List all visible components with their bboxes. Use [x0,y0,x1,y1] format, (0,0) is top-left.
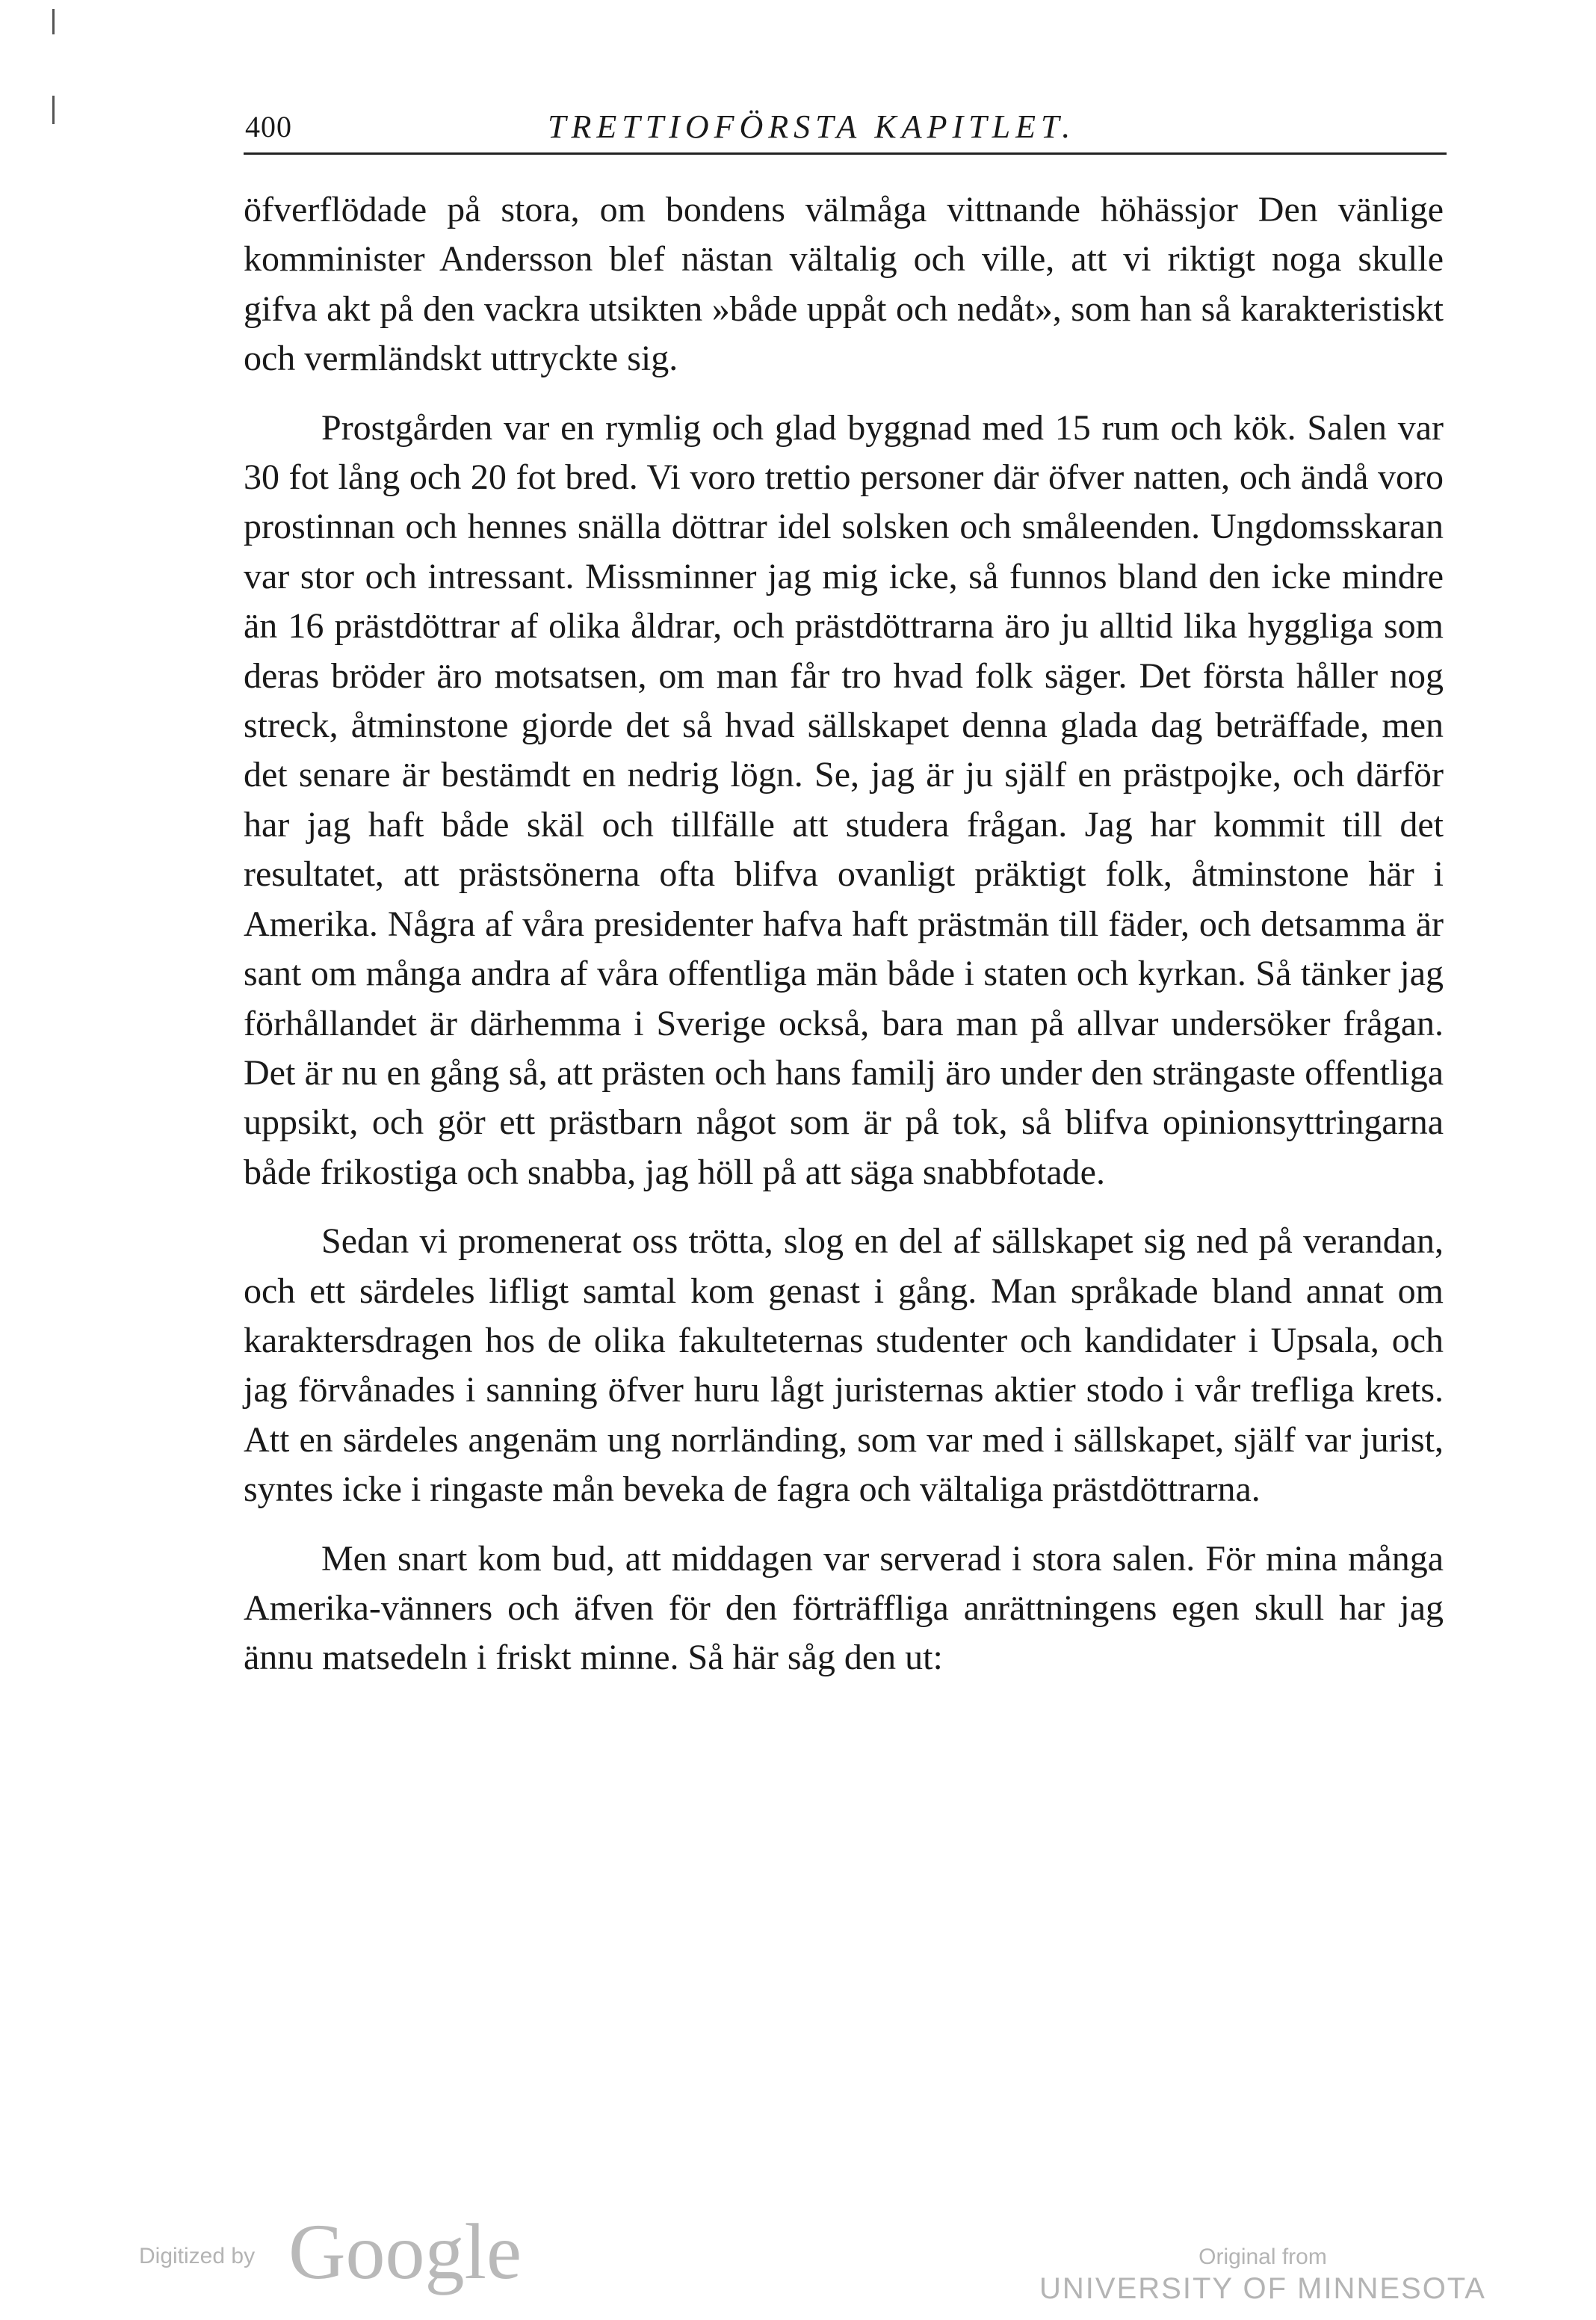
body-text [244,185,1444,1683]
scan-edge-mark [52,96,55,124]
running-head [245,103,1445,155]
original-from-label: Original from [1198,2245,1327,2269]
page-number: 400 [245,110,292,144]
paragraph-continued: öfverflödade på stora, om bondens välmåga vittnande höhässjor Den vänlige komminister Andersson blef nästan vältalig och ville, att vi riktigt noga skulle gifva akt på den vackra utsikten »både uppåt och nedåt», som han så karakteristiskt och vermländskt uttryckte sig. [244,190,1444,379]
paragraph-prostgarden: Prostgården var en rymlig och glad byggnad med 15 rum och kök. Salen var 30 fot lång och 20 fot bred. Vi voro trettio personer där öfver natten, och ändå voro prostinnan och hennes snälla döttrar idel solsken och småleenden. Ungdomsskaran var stor och intressant. Missminner jag mig icke, så funnos bland den icke mindre än 16 prästdöttrar af olika åldrar, och prästdöttrarna äro ju alltid lika hyggliga som deras bröder äro motsatsen, om man får tro hvad folk säger. Det första håller nog streck, åtminstone gjorde det så hvad sällskapet denna glada dag beträffade, men det senare är bestämdt en nedrig lögn. Se, jag är ju själf en prästpojke, och därför har jag haft både skäl och tillfälle att studera frågan. Jag har kommit till det resultatet, att prästsönerna ofta blifva ovanligt präktigt folk, åtminstone här i Amerika. Några af våra presidenter hafva haft prästmän till fäder, och detsamma är sant om många andra af våra offentliga män både i staten och kyrkan. Så tänker jag förhållandet är därhemma i Sverige också, bara man på allvar undersöker frågan. Det är nu en gång så, att prästen och hans familj äro under den strängaste offentliga uppsikt, och gör ett prästbarn något som är på tok, så blifva opinionsyttringarna både frikostiga och snabba, jag höll på att säga snabbfotade. [244,407,1444,1192]
source-watermark [1031,2244,1494,2307]
google-logo: Google [288,2208,522,2295]
scan-edge-mark [52,9,55,34]
paragraph-middagen: Men snart kom bud, att middagen var serverad i stora salen. För mina många Amerika-vänners och äfven för den förträffliga anrättningens egen skull har jag ännu matsedeln i friskt minne. Så här såg den ut: [244,1538,1444,1678]
header-rule [244,152,1447,155]
digitized-by-label: Digitized by [139,2244,256,2268]
chapter-title: TRETTIOFÖRSTA KAPITLET. [548,108,1076,145]
university-label: UNIVERSITY OF MINNESOTA [1039,2272,1486,2305]
paragraph-verandan: Sedan vi promenerat oss trötta, slog en del af sällskapet sig ned på verandan, och ett särdeles lifligt samtal kom genast i gång. Man språkade bland annat om karaktersdragen hos de olika fakulteternas studenter och kandidater i Upsala, och jag förvånades i sanning öfver huru lågt juristernas aktier stodo i vår trefliga krets. Att en särdeles angenäm ung norrländing, som var med i sällskapet, själf var jurist, syntes icke i ringaste mån beveka de fagra och vältaliga prästdöttrarna. [244,1221,1444,1510]
